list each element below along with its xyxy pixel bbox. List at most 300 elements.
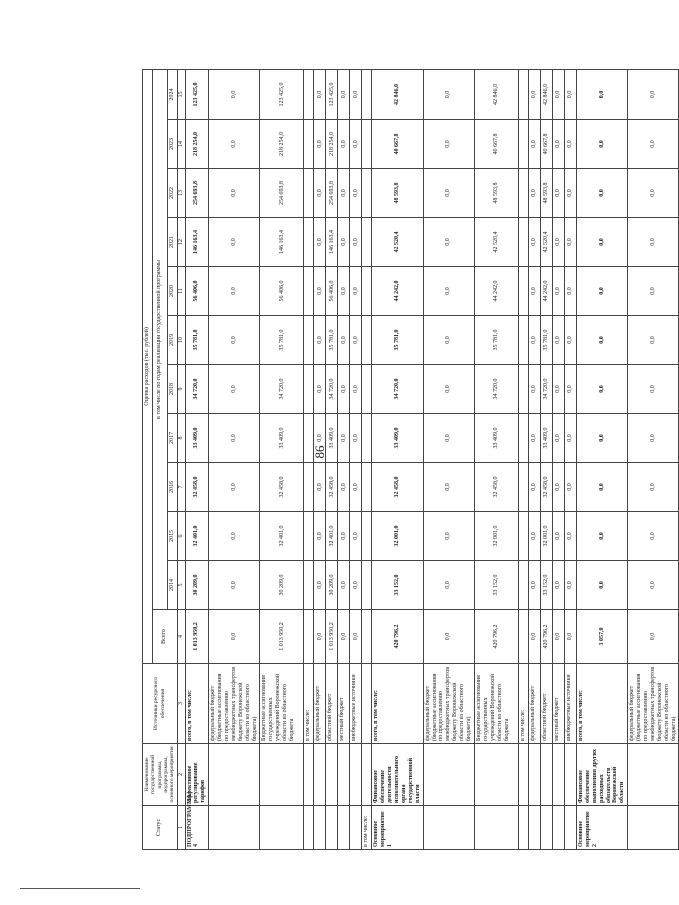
year-value-cell xyxy=(518,120,528,169)
funding-source-cell: Бюджетные ассигнования государственных учреждений Воронежской области из областного бюджета xyxy=(260,664,304,744)
year-value-cell: 32 001,0 xyxy=(540,512,552,561)
year-value-cell: 32 458,0 xyxy=(372,463,423,512)
year-value-cell: 0,0 xyxy=(314,120,326,169)
year-value-cell: 0,0 xyxy=(338,414,350,463)
column-index: 3 xyxy=(177,664,185,744)
year-value-cell xyxy=(304,365,314,414)
status-cell xyxy=(350,806,362,850)
year-value-cell: 0,0 xyxy=(564,169,576,218)
total-cell: 3 057,0 xyxy=(576,610,627,664)
year-value-cell: 0,0 xyxy=(209,169,260,218)
year-value-cell: 0,0 xyxy=(209,463,260,512)
page-number: 86 xyxy=(312,445,327,459)
column-index: 2 xyxy=(177,744,185,806)
footer-rule xyxy=(20,888,140,889)
year-value-cell: 0,0 xyxy=(564,218,576,267)
total-cell: 420 796,2 xyxy=(474,610,518,664)
year-value-cell: 33 409,0 xyxy=(326,414,338,463)
program-name-cell xyxy=(564,744,576,806)
status-cell xyxy=(260,806,304,850)
year-value-cell: 42 520,4 xyxy=(372,218,423,267)
year-value-cell: 35 781,0 xyxy=(474,316,518,365)
year-value-cell: 0,0 xyxy=(209,316,260,365)
table-row xyxy=(423,69,474,849)
year-value-cell: 32 458,0 xyxy=(260,463,304,512)
year-value-cell: 0,0 xyxy=(314,561,326,610)
column-index: 10 xyxy=(177,316,185,365)
year-value-cell: 0,0 xyxy=(564,365,576,414)
table-row xyxy=(362,69,372,849)
year-value-cell xyxy=(362,218,372,267)
year-value-cell: 32 001,0 xyxy=(474,512,518,561)
year-value-cell xyxy=(362,169,372,218)
estimate-sub-header: в том числе по годам реализации государственной программы xyxy=(152,69,167,609)
funding-source-cell: всего, в том числе: xyxy=(576,664,627,744)
year-value-cell: 0,0 xyxy=(528,561,540,610)
year-value-cell: 0,0 xyxy=(338,512,350,561)
year-value-cell xyxy=(362,512,372,561)
year-value-cell: 254 693,8 xyxy=(326,169,338,218)
program-name-cell xyxy=(338,744,350,806)
table-row xyxy=(372,69,423,849)
rotated-table-stage xyxy=(142,70,677,850)
total-cell: 0,0 xyxy=(314,610,326,664)
status-cell: ПОДПРОГРАММА 4 xyxy=(185,806,209,850)
year-value-cell xyxy=(518,267,528,316)
year-value-cell: 42 846,0 xyxy=(540,69,552,119)
total-header: Всего xyxy=(152,610,177,664)
year-value-cell: 0,0 xyxy=(564,512,576,561)
column-index-row xyxy=(177,69,185,849)
year-value-cell xyxy=(518,316,528,365)
table-row xyxy=(209,69,260,849)
year-value-cell: 0,0 xyxy=(564,316,576,365)
year-value-cell: 0,0 xyxy=(564,414,576,463)
year-value-cell xyxy=(362,267,372,316)
year-value-cell: 33 152,0 xyxy=(474,561,518,610)
year-value-cell: 0,0 xyxy=(552,169,564,218)
year-value-cell: 254 693,8 xyxy=(260,169,304,218)
total-cell xyxy=(362,610,372,664)
year-value-cell: 0,0 xyxy=(350,561,362,610)
year-value-cell: 123 425,0 xyxy=(260,69,304,119)
year-value-cell: 35 781,0 xyxy=(185,316,209,365)
year-value-cell: 42 846,0 xyxy=(372,69,423,119)
column-index: 15 xyxy=(177,69,185,119)
total-cell xyxy=(518,610,528,664)
year-value-cell: 0,0 xyxy=(350,414,362,463)
year-value-cell: 33 409,0 xyxy=(185,414,209,463)
year-header: 2019 xyxy=(167,316,177,365)
year-value-cell: 0,0 xyxy=(564,463,576,512)
year-value-cell: 0,0 xyxy=(628,120,679,169)
year-value-cell: 0,0 xyxy=(423,267,474,316)
year-header: 2021 xyxy=(167,218,177,267)
status-cell xyxy=(423,806,474,850)
table-row xyxy=(552,69,564,849)
program-name-cell xyxy=(518,744,528,806)
year-value-cell: 0,0 xyxy=(628,69,679,119)
year-value-cell xyxy=(362,316,372,365)
year-value-cell: 0,0 xyxy=(314,169,326,218)
year-value-cell: 0,0 xyxy=(552,512,564,561)
year-value-cell: 42 520,4 xyxy=(540,218,552,267)
year-value-cell xyxy=(518,414,528,463)
year-value-cell: 0,0 xyxy=(350,316,362,365)
year-value-cell xyxy=(518,463,528,512)
program-name-cell xyxy=(304,744,314,806)
budget-table xyxy=(142,69,679,850)
total-cell: 1 013 950,2 xyxy=(326,610,338,664)
funding-source-cell: в том числе: xyxy=(304,664,314,744)
year-value-cell: 0,0 xyxy=(350,120,362,169)
total-cell xyxy=(304,610,314,664)
year-value-cell: 0,0 xyxy=(209,365,260,414)
status-cell xyxy=(474,806,518,850)
year-value-cell: 0,0 xyxy=(209,218,260,267)
year-value-cell: 0,0 xyxy=(628,463,679,512)
year-value-cell xyxy=(362,463,372,512)
year-value-cell: 32 001,0 xyxy=(372,512,423,561)
year-value-cell: 0,0 xyxy=(350,169,362,218)
total-cell: 1 013 950,2 xyxy=(185,610,209,664)
column-index: 9 xyxy=(177,365,185,414)
column-index: 12 xyxy=(177,218,185,267)
year-value-cell: 0,0 xyxy=(209,561,260,610)
year-value-cell: 34 720,0 xyxy=(326,365,338,414)
year-header: 2020 xyxy=(167,267,177,316)
column-index: 6 xyxy=(177,512,185,561)
year-value-cell: 0,0 xyxy=(628,512,679,561)
year-value-cell: 123 425,0 xyxy=(185,69,209,119)
year-value-cell: 0,0 xyxy=(552,463,564,512)
year-value-cell: 34 720,0 xyxy=(474,365,518,414)
year-value-cell: 0,0 xyxy=(423,169,474,218)
year-value-cell: 0,0 xyxy=(528,120,540,169)
year-value-cell: 0,0 xyxy=(209,69,260,119)
status-cell xyxy=(528,806,540,850)
program-name-cell xyxy=(540,744,552,806)
year-value-cell xyxy=(304,218,314,267)
funding-source-cell: федеральный бюджет (бюджетные ассигнования по предоставлению межбюджетных трансфертов бюджету Воронежской области из областного бюджета) xyxy=(423,664,474,744)
year-value-cell: 0,0 xyxy=(552,69,564,119)
year-value-cell: 32 458,0 xyxy=(474,463,518,512)
table-row xyxy=(540,69,552,849)
year-value-cell: 0,0 xyxy=(552,316,564,365)
year-value-cell: 0,0 xyxy=(209,120,260,169)
year-value-cell: 33 152,0 xyxy=(372,561,423,610)
table-row xyxy=(564,69,576,849)
table-row xyxy=(326,69,338,849)
table-row xyxy=(576,69,627,849)
year-value-cell: 0,0 xyxy=(314,69,326,119)
year-value-cell: 56 406,0 xyxy=(260,267,304,316)
year-value-cell: 48 593,8 xyxy=(540,169,552,218)
year-value-cell xyxy=(304,512,314,561)
year-value-cell: 35 781,0 xyxy=(372,316,423,365)
year-value-cell: 35 781,0 xyxy=(260,316,304,365)
year-value-cell: 0,0 xyxy=(552,414,564,463)
year-value-cell: 0,0 xyxy=(628,414,679,463)
status-cell xyxy=(326,806,338,850)
year-value-cell: 0,0 xyxy=(423,512,474,561)
year-value-cell: 0,0 xyxy=(576,365,627,414)
year-value-cell: 32 401,0 xyxy=(185,512,209,561)
year-value-cell: 146 163,4 xyxy=(185,218,209,267)
year-header: 2015 xyxy=(167,512,177,561)
year-value-cell: 0,0 xyxy=(423,365,474,414)
year-value-cell xyxy=(362,414,372,463)
year-value-cell: 218 254,0 xyxy=(260,120,304,169)
year-value-cell xyxy=(304,120,314,169)
estimate-group-header: Оценка расходов (тыс. рублей) xyxy=(143,69,153,663)
year-value-cell: 34 720,0 xyxy=(372,365,423,414)
year-value-cell: 30 209,0 xyxy=(185,561,209,610)
column-index: 13 xyxy=(177,169,185,218)
funding-source-cell: федеральный бюджет (бюджетные ассигнования по предоставлению межбюджетных трансфертов бюджету Воронежской области из областного бюджета) xyxy=(209,664,260,744)
year-value-cell xyxy=(518,512,528,561)
year-value-cell: 35 781,0 xyxy=(540,316,552,365)
year-value-cell: 0,0 xyxy=(552,365,564,414)
year-value-cell: 0,0 xyxy=(338,218,350,267)
year-value-cell: 0,0 xyxy=(528,316,540,365)
year-value-cell: 33 409,0 xyxy=(474,414,518,463)
table-row xyxy=(528,69,540,849)
program-name-cell xyxy=(260,744,304,806)
year-value-cell: 0,0 xyxy=(423,463,474,512)
year-value-cell xyxy=(362,561,372,610)
year-value-cell: 0,0 xyxy=(528,414,540,463)
year-value-cell: 0,0 xyxy=(552,120,564,169)
year-value-cell xyxy=(304,463,314,512)
funding-source-cell: Бюджетные ассигнования государственных учреждений Воронежской области из областного бюджета xyxy=(474,664,518,744)
funding-source-cell: внебюджетные источники xyxy=(350,664,362,744)
status-cell: в том числе: xyxy=(362,806,372,850)
year-value-cell: 0,0 xyxy=(350,512,362,561)
year-value-cell: 30 209,0 xyxy=(260,561,304,610)
program-name-cell xyxy=(552,744,564,806)
year-value-cell: 0,0 xyxy=(209,267,260,316)
year-value-cell: 146 163,4 xyxy=(260,218,304,267)
year-value-cell: 0,0 xyxy=(314,218,326,267)
year-value-cell: 0,0 xyxy=(338,463,350,512)
year-value-cell xyxy=(304,267,314,316)
year-value-cell: 0,0 xyxy=(576,512,627,561)
year-value-cell xyxy=(518,365,528,414)
table-row xyxy=(350,69,362,849)
year-value-cell: 0,0 xyxy=(628,169,679,218)
funding-source-cell: в том числе: xyxy=(518,664,528,744)
year-value-cell: 56 406,0 xyxy=(326,267,338,316)
year-value-cell xyxy=(304,561,314,610)
table-row xyxy=(474,69,518,849)
year-value-cell xyxy=(362,365,372,414)
year-value-cell: 56 406,0 xyxy=(185,267,209,316)
table-row xyxy=(628,69,679,849)
year-value-cell: 35 781,0 xyxy=(326,316,338,365)
year-value-cell: 0,0 xyxy=(350,218,362,267)
year-value-cell: 0,0 xyxy=(576,120,627,169)
year-value-cell: 0,0 xyxy=(423,69,474,119)
total-cell: 0,0 xyxy=(564,610,576,664)
funding-source-cell xyxy=(362,664,372,744)
column-index: 5 xyxy=(177,561,185,610)
funding-source-header: Источники ресурсного обеспечения xyxy=(143,664,178,744)
year-value-cell: 0,0 xyxy=(576,316,627,365)
year-value-cell: 44 242,0 xyxy=(372,267,423,316)
year-value-cell: 32 401,0 xyxy=(260,512,304,561)
year-value-cell: 32 458,0 xyxy=(326,463,338,512)
status-cell xyxy=(628,806,679,850)
year-value-cell: 0,0 xyxy=(552,218,564,267)
status-cell xyxy=(540,806,552,850)
funding-source-cell: федеральный бюджет xyxy=(528,664,540,744)
year-value-cell: 32 458,0 xyxy=(185,463,209,512)
year-value-cell xyxy=(304,169,314,218)
year-value-cell: 0,0 xyxy=(209,512,260,561)
column-index: 7 xyxy=(177,463,185,512)
program-name-cell xyxy=(314,744,326,806)
year-value-cell: 0,0 xyxy=(338,365,350,414)
year-header: 2016 xyxy=(167,463,177,512)
year-value-cell: 146 163,4 xyxy=(326,218,338,267)
year-value-cell: 33 152,0 xyxy=(540,561,552,610)
year-value-cell: 0,0 xyxy=(350,267,362,316)
status-cell xyxy=(209,806,260,850)
status-header: Статус xyxy=(143,806,178,850)
program-name-cell: Эффективное регулирование тарифов xyxy=(185,744,209,806)
year-value-cell: 0,0 xyxy=(576,561,627,610)
funding-source-cell: областной бюджет xyxy=(326,664,338,744)
year-value-cell: 0,0 xyxy=(423,316,474,365)
year-value-cell: 0,0 xyxy=(528,512,540,561)
year-value-cell: 0,0 xyxy=(528,169,540,218)
year-value-cell xyxy=(518,169,528,218)
year-value-cell: 0,0 xyxy=(423,561,474,610)
year-value-cell xyxy=(362,120,372,169)
funding-source-cell: областной бюджет xyxy=(540,664,552,744)
status-cell xyxy=(304,806,314,850)
year-value-cell: 0,0 xyxy=(552,561,564,610)
year-value-cell xyxy=(362,69,372,119)
total-cell: 0,0 xyxy=(552,610,564,664)
year-value-cell: 48 593,8 xyxy=(474,169,518,218)
table-row xyxy=(260,69,304,849)
year-value-cell: 0,0 xyxy=(576,463,627,512)
year-value-cell: 32 401,0 xyxy=(326,512,338,561)
year-value-cell: 0,0 xyxy=(576,169,627,218)
status-cell: Основное мероприятие 2 xyxy=(576,806,627,850)
year-value-cell: 0,0 xyxy=(350,69,362,119)
program-name-cell xyxy=(350,744,362,806)
year-value-cell: 0,0 xyxy=(338,561,350,610)
year-value-cell: 34 720,0 xyxy=(540,365,552,414)
year-value-cell: 34 720,0 xyxy=(185,365,209,414)
funding-source-cell: федеральный бюджет (бюджетные ассигнования по предоставлению межбюджетных трансфертов бюджету Воронежской области из областного бюджета) xyxy=(628,664,679,744)
year-value-cell: 0,0 xyxy=(314,512,326,561)
program-name-cell: Финансовое обеспечение выполнения других расходных обязательств Воронежской области xyxy=(576,744,627,806)
year-value-cell: 218 254,0 xyxy=(185,120,209,169)
year-value-cell: 0,0 xyxy=(528,69,540,119)
funding-source-cell: всего, в том числе: xyxy=(372,664,423,744)
year-value-cell: 0,0 xyxy=(338,169,350,218)
program-name-cell xyxy=(474,744,518,806)
year-value-cell: 0,0 xyxy=(314,463,326,512)
total-cell: 0,0 xyxy=(209,610,260,664)
year-value-cell: 0,0 xyxy=(628,316,679,365)
year-value-cell: 30 209,0 xyxy=(326,561,338,610)
year-value-cell: 218 254,0 xyxy=(326,120,338,169)
table-row xyxy=(185,69,209,849)
status-cell: Основное мероприятие 1 xyxy=(372,806,423,850)
header-row-1 xyxy=(143,69,153,849)
year-value-cell: 0,0 xyxy=(528,267,540,316)
funding-source-cell: всего, в том числе: xyxy=(185,664,209,744)
year-value-cell: 0,0 xyxy=(423,120,474,169)
year-value-cell: 0,0 xyxy=(628,267,679,316)
table-row xyxy=(518,69,528,849)
year-value-cell: 0,0 xyxy=(628,218,679,267)
year-header: 2023 xyxy=(167,120,177,169)
status-cell xyxy=(314,806,326,850)
program-name-cell xyxy=(209,744,260,806)
year-value-cell: 40 667,8 xyxy=(540,120,552,169)
year-value-cell: 0,0 xyxy=(564,561,576,610)
column-index: 14 xyxy=(177,120,185,169)
status-cell xyxy=(552,806,564,850)
year-header: 2022 xyxy=(167,169,177,218)
year-header: 2017 xyxy=(167,414,177,463)
year-value-cell: 42 846,0 xyxy=(474,69,518,119)
year-value-cell: 0,0 xyxy=(576,414,627,463)
year-value-cell: 33 409,0 xyxy=(372,414,423,463)
year-value-cell: 48 593,8 xyxy=(372,169,423,218)
funding-source-cell: федеральный бюджет xyxy=(314,664,326,744)
year-value-cell: 42 520,4 xyxy=(474,218,518,267)
year-value-cell: 33 409,0 xyxy=(540,414,552,463)
funding-source-cell: внебюджетные источники xyxy=(564,664,576,744)
total-cell: 0,0 xyxy=(423,610,474,664)
total-cell: 1 013 950,2 xyxy=(260,610,304,664)
year-value-cell: 0,0 xyxy=(338,316,350,365)
year-value-cell: 0,0 xyxy=(528,218,540,267)
year-value-cell: 0,0 xyxy=(564,120,576,169)
year-value-cell: 0,0 xyxy=(576,69,627,119)
status-cell xyxy=(564,806,576,850)
program-name-cell: Финансовое обеспечение деятельности исполнительного органа государственной власти xyxy=(372,744,423,806)
year-value-cell: 40 667,8 xyxy=(474,120,518,169)
column-index: 8 xyxy=(177,414,185,463)
year-value-cell: 0,0 xyxy=(528,463,540,512)
year-value-cell xyxy=(518,218,528,267)
year-value-cell: 0,0 xyxy=(423,218,474,267)
year-value-cell: 0,0 xyxy=(628,561,679,610)
year-value-cell: 44 242,0 xyxy=(474,267,518,316)
year-value-cell: 0,0 xyxy=(338,69,350,119)
table-row xyxy=(304,69,314,849)
year-value-cell: 32 458,0 xyxy=(540,463,552,512)
total-cell: 0,0 xyxy=(350,610,362,664)
year-value-cell: 40 667,8 xyxy=(372,120,423,169)
year-value-cell: 0,0 xyxy=(564,69,576,119)
year-value-cell: 0,0 xyxy=(576,267,627,316)
total-cell: 0,0 xyxy=(338,610,350,664)
total-cell: 0,0 xyxy=(628,610,679,664)
year-value-cell: 0,0 xyxy=(350,365,362,414)
funding-source-cell: местный бюджет xyxy=(338,664,350,744)
status-cell xyxy=(338,806,350,850)
table-row xyxy=(314,69,326,849)
